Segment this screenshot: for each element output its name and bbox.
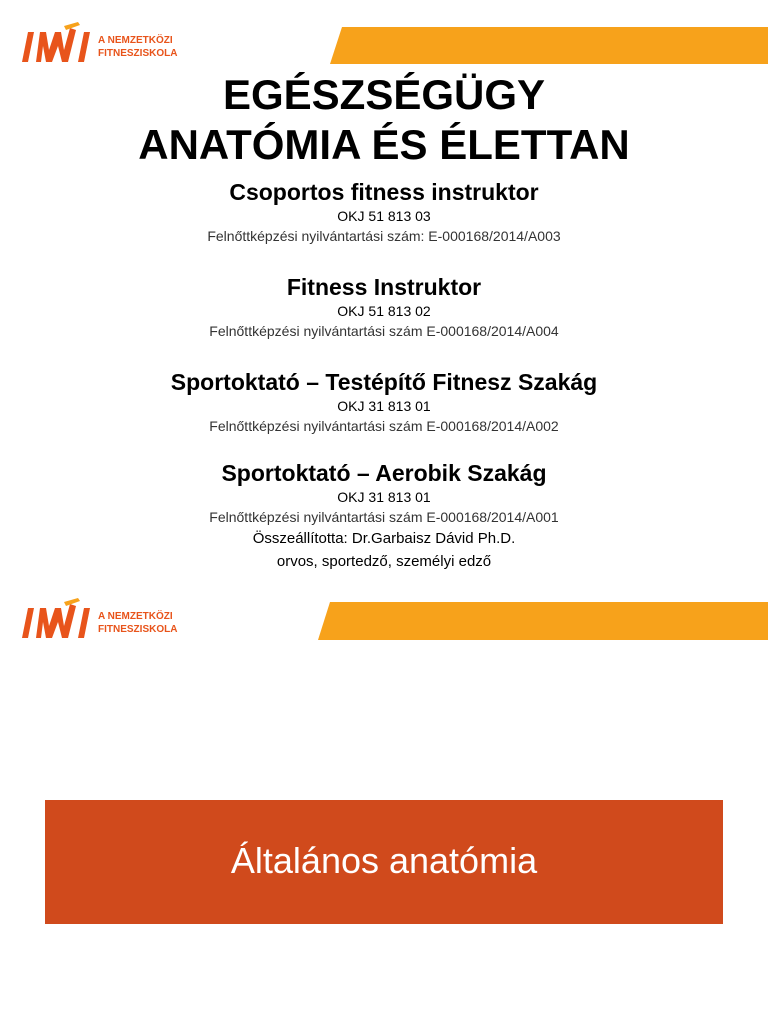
course-code: OKJ 31 813 01: [337, 489, 431, 505]
author-name: Összeállította: Dr.Garbaisz Dávid Ph.D.: [252, 530, 516, 547]
author-title: orvos, sportedző, személyi edző: [276, 553, 492, 570]
logo-line2: FITNESZISKOLA: [98, 624, 178, 635]
course-name: Csoportos fitness instruktor: [229, 179, 539, 205]
logo-mark-icon: [18, 22, 193, 72]
slide-section: [0, 590, 768, 1024]
course-code: OKJ 51 813 02: [337, 303, 431, 319]
school-logo: [18, 22, 193, 72]
page-title-line1: EGÉSZSÉGÜGY: [222, 71, 546, 118]
logo-line2: FITNESZISKOLA: [98, 48, 178, 59]
logo-line1: A NEMZETKÖZI: [98, 35, 173, 46]
page-title-line2: ANATÓMIA ÉS ÉLETTAN: [138, 121, 630, 168]
logo-mark-icon: [18, 598, 193, 648]
course-code: OKJ 51 813 03: [337, 208, 431, 224]
course-name: Sportoktató – Aerobik Szakág: [221, 460, 547, 486]
course-name: Sportoktató – Testépítő Fitnesz Szakág: [170, 369, 598, 395]
course-block-3: [0, 368, 768, 436]
course-registration: Felnőttképzési nyilvántartási szám E-000168/2014/A001: [209, 509, 559, 525]
course-block-2: [0, 273, 768, 341]
course-block-4: [0, 459, 768, 527]
orange-header-bar: [318, 602, 768, 640]
orange-header-bar: [330, 27, 768, 64]
course-code: OKJ 31 813 01: [337, 398, 431, 414]
course-registration: Felnőttképzési nyilvántartási szám: E-000168/2014/A003: [207, 228, 561, 244]
course-registration: Felnőttképzési nyilvántartási szám E-000168/2014/A004: [209, 323, 559, 339]
course-block-1: [0, 178, 768, 246]
school-logo: [18, 598, 193, 648]
course-registration: Felnőttképzési nyilvántartási szám E-000168/2014/A002: [209, 418, 559, 434]
course-name: Fitness Instruktor: [286, 274, 482, 300]
section-heading: Általános anatómia: [230, 840, 538, 881]
section-heading-box: [45, 800, 723, 924]
logo-line1: A NEMZETKÖZI: [98, 611, 173, 622]
